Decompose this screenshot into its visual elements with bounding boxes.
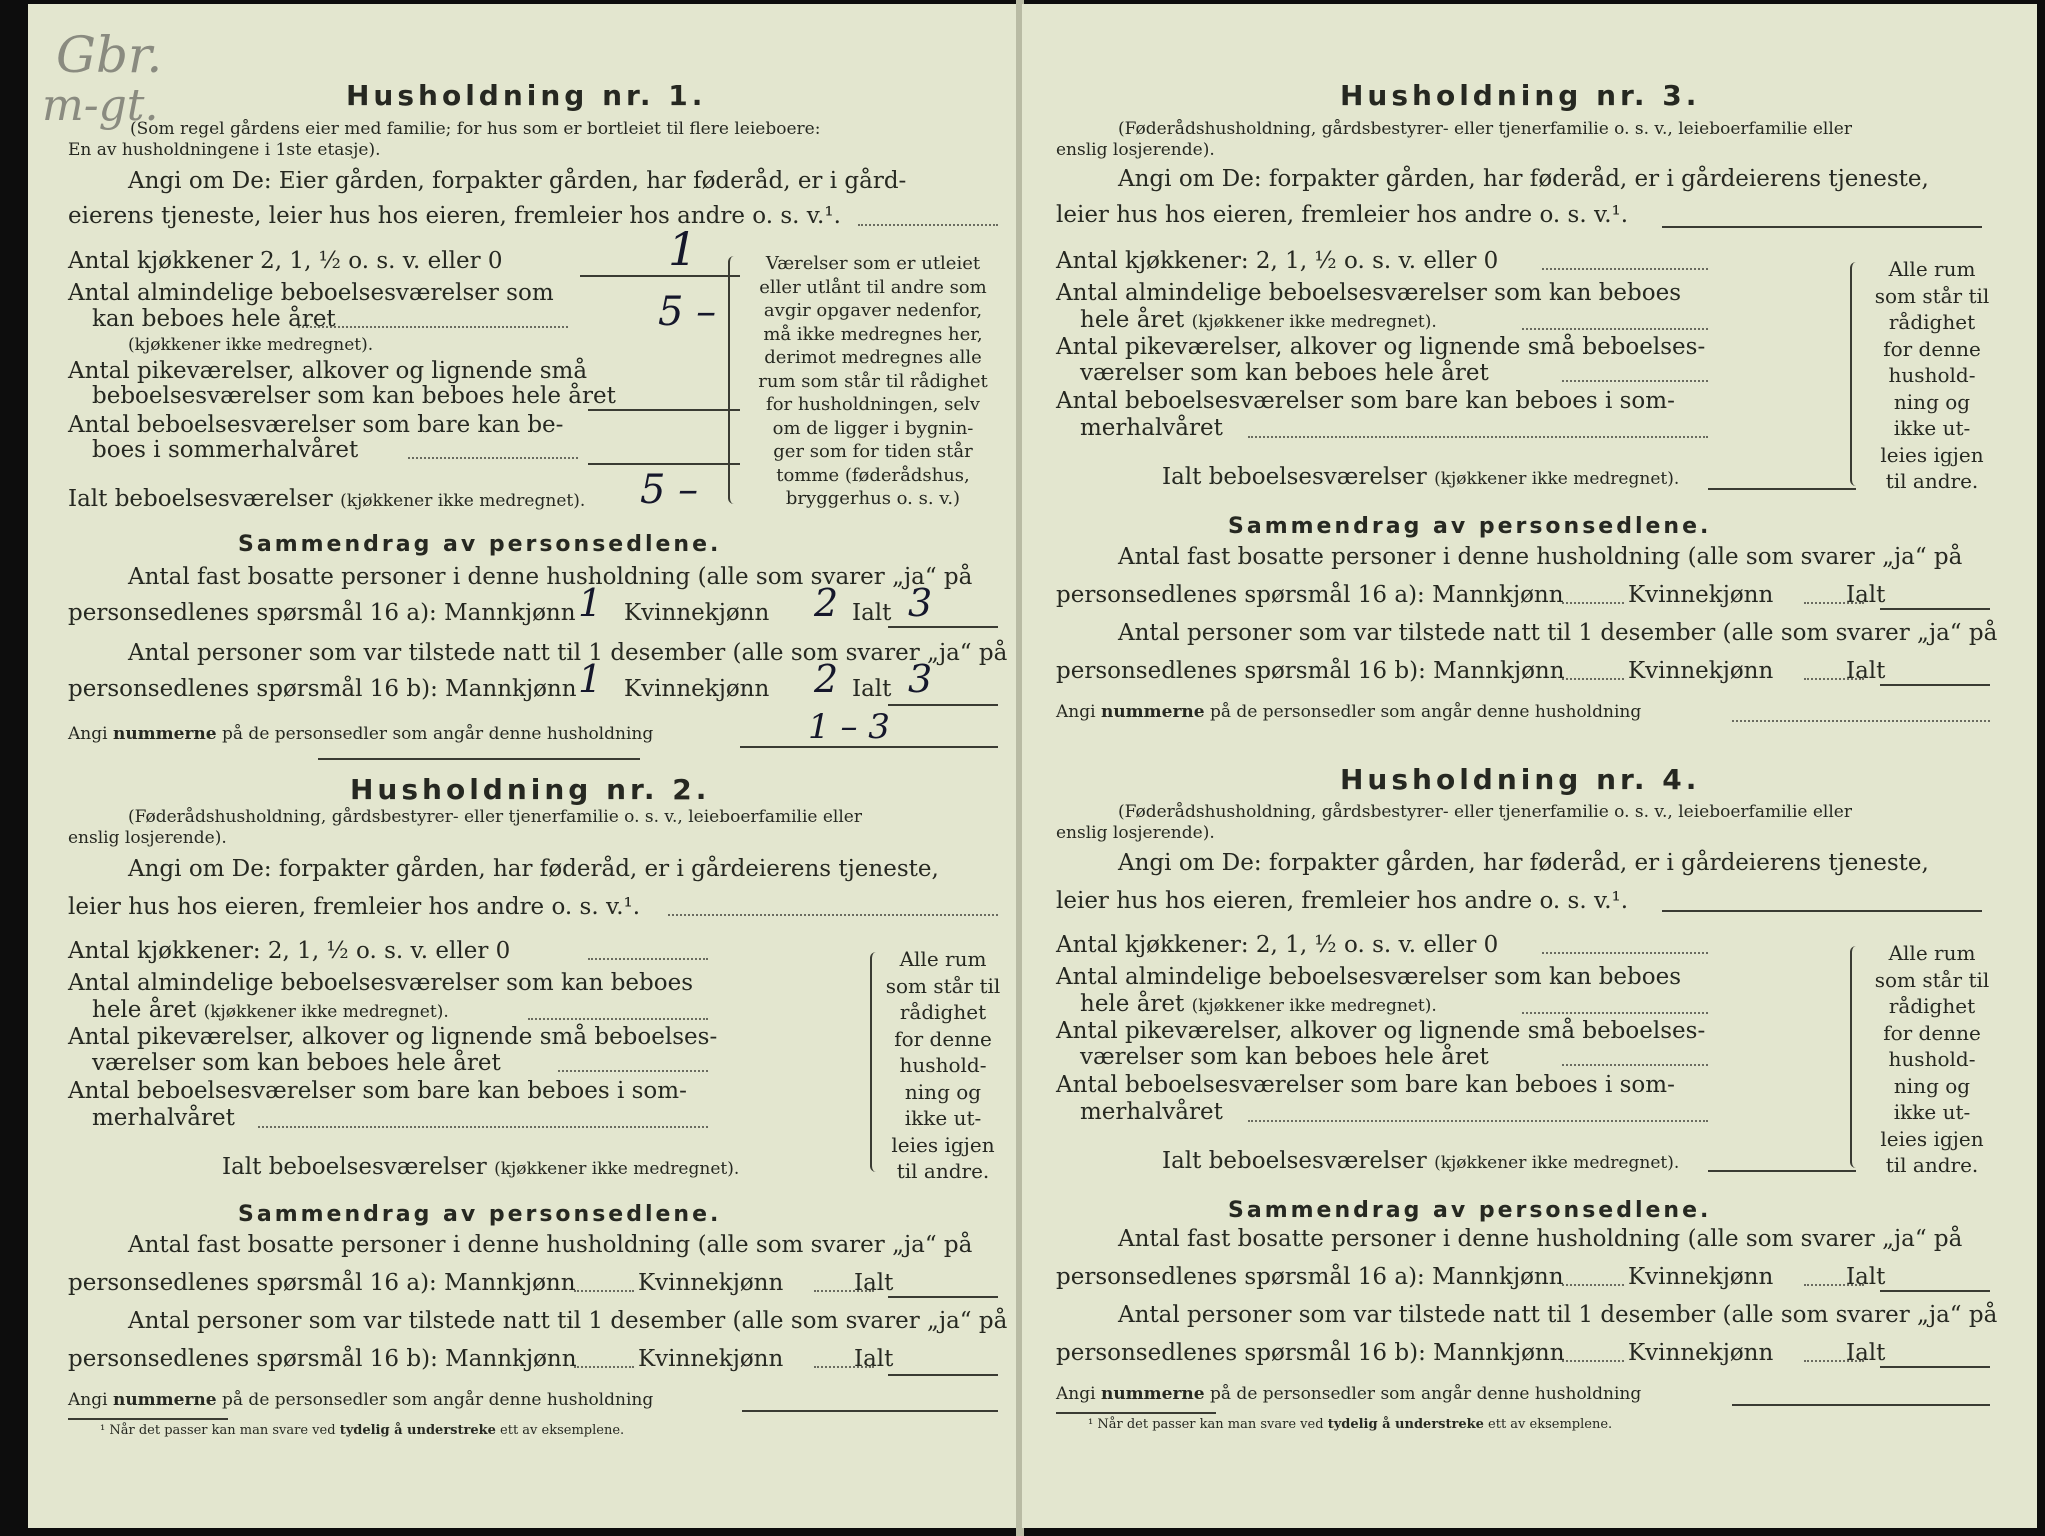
side-note-line: Alle rum [899,947,987,971]
m16a-answer: 1 [578,581,603,625]
alm-answer: 5 – [658,289,717,335]
alm-text: hele året [92,997,197,1023]
kjokken-label: Antal kjøkkener: 2, 1, ½ o. s. v. eller 0 [68,938,511,964]
nummerne-post: på de personsedler som angår denne husholdning [1210,1384,1642,1404]
ialt-text: Ialt beboelsesværelser [222,1154,487,1180]
household-1-note: En av husholdningene i 1ste etasje). [68,140,381,160]
side-note-line: om de ligger i bygnin- [772,417,974,439]
ialt-answer: 5 – [640,467,699,513]
side-note-brace [1850,946,1862,1168]
side-note-line: ikke ut- [1893,1100,1971,1124]
alm-text: hele året [1080,307,1185,333]
household-4-note: enslig losjerende). [1056,823,1215,843]
kvinne-label: Kvinnekjønn [638,1346,784,1372]
k16b-answer: 2 [814,657,839,701]
i16a-answer: 3 [908,581,933,625]
side-note-line: ning og [1893,389,1971,414]
nummerne-bold: nummerne [1100,1384,1205,1404]
household-4-note: (Føderådshusholdning, gårdsbestyrer- eller tjenerfamilie o. s. v., leieboerfamilie eller [1118,802,1852,822]
summary-line: Antal fast bosatte personer i denne husholdning (alle som svarer „ja“ på [1118,1226,1963,1252]
nummerne-answer: 1 – 3 [808,707,890,747]
i16b-answer: 3 [908,657,933,701]
kjokken-fill-line [1542,946,1708,954]
side-note [738,252,1008,511]
alm-note: (kjøkkener ikke medregnet). [1191,996,1437,1016]
ialt-label [1162,466,1679,489]
ialt-label [1162,1150,1679,1173]
sommer-fill-line [258,1120,708,1128]
side-note-line: rum som står til rådighet [758,370,988,392]
ialt-text: Ialt beboelsesværelser [1162,464,1427,490]
alm-label [1080,993,1437,1016]
side-note-line: ning og [904,1079,982,1104]
footnote-mark: ¹ [1088,1417,1094,1432]
pike-label: Antal pikeværelser, alkover og lignende små beboelses- [68,1024,718,1050]
angi-answer-line [1662,226,1982,228]
ialt-short-label: Ialt [1846,582,1886,608]
k16a-answer: 2 [814,581,839,625]
right-page [1022,4,2037,1528]
pike-label: Antal pikeværelser, alkover og lignende små beboelses- [1056,1018,1706,1044]
side-note-line: eller utlånt til andre som [759,276,987,298]
sammendrag-title: Sammendrag av personsedlene. [1228,1198,1712,1223]
nummerne-answer-line [1732,1404,1990,1406]
nummerne-pre: Angi [68,724,108,744]
footnote-bold: tydelig å understreke [1327,1417,1484,1432]
side-note-line: Alle rum [1888,941,1976,965]
ialt-short-label: Ialt [852,600,892,626]
side-note-line: rådighet [899,1000,987,1024]
pike-label: beboelsesværelser som kan beboes hele året [92,383,616,409]
household-2-note: enslig losjerende). [68,828,227,848]
kjokken-fill-line [1542,262,1708,270]
pike-label: Antal pikeværelser, alkover og lignende små [68,358,588,384]
alm-note: (kjøkkener ikke medregnet). [1191,312,1437,332]
mannkjonn-fill-line [1562,1278,1624,1286]
nummerne-bold: nummerne [1100,702,1205,722]
ialt-short-label: Ialt [852,676,892,702]
footnote-divider [68,1418,228,1420]
alm-label [1080,309,1437,332]
side-note-line: til andre. [1885,1153,1979,1177]
alm-label: kan beboes hele året [92,306,336,332]
sommer-label: merhalvåret [1080,415,1223,441]
ialt-note: (kjøkkener ikke medregnet). [494,1159,740,1179]
footnote-text: Når det passer kan man svare ved [109,1423,336,1438]
nummerne-post: på de personsedler som angår denne husholdning [222,724,654,744]
alm-label [92,999,449,1022]
kvinne-label: Kvinnekjønn [1628,658,1774,684]
mannkjonn-fill-line [1562,596,1624,604]
alm-label: Antal almindelige beboelsesværelser som [68,280,554,306]
side-note-line: må ikke medregnes her, [763,323,983,345]
kjokken-label: Antal kjøkkener 2, 1, ½ o. s. v. eller 0 [68,248,503,274]
pike-label: værelser som kan beboes hele året [92,1050,501,1076]
side-note-line: rådighet [1888,994,1976,1018]
kjokken-answer-line [580,275,740,277]
summary-line: personsedlenes spørsmål 16 b): Mannkjønn [68,676,577,702]
nummerne-answer-line [742,1410,998,1412]
pike-fill-line [558,1064,708,1072]
alm-fill-line [1522,1006,1708,1014]
summary-line: personsedlenes spørsmål 16 a): Mannkjønn [68,1270,576,1296]
side-note-line: leies igjen [1880,442,1984,467]
alm-label: Antal almindelige beboelsesværelser som kan beboes [1056,280,1682,306]
household-4-angi: leier hus hos eieren, fremleier hos andre o. s. v.¹. [1056,888,1629,914]
household-2-angi: leier hus hos eieren, fremleier hos andre o. s. v.¹. [68,894,641,920]
household-3-title: Husholdning nr. 3. [1340,79,1701,112]
alm-fill-line [528,1012,708,1020]
summary-line: personsedlenes spørsmål 16 a): Mannkjønn [1056,582,1564,608]
pike-label: Antal pikeværelser, alkover og lignende små beboelses- [1056,334,1706,360]
side-note-line: tomme (føderådshus, [776,464,970,486]
nummerne-line [68,726,653,743]
kjokken-label: Antal kjøkkener: 2, 1, ½ o. s. v. eller 0 [1056,932,1499,958]
pencil-annotation: Gbr. [56,26,163,84]
footnote [1088,1418,1612,1431]
mannkjonn-fill-line [574,1284,634,1292]
summary-line: Antal personer som var tilstede natt til 1 desember (alle som svarer „ja“ på [1118,620,1998,646]
section-divider [318,758,640,760]
kvinne-label: Kvinnekjønn [1628,1340,1774,1366]
footnote-text: Når det passer kan man svare ved [1097,1417,1324,1432]
footnote-text: ett av eksemplene. [1488,1417,1613,1432]
pike-fill-line [1562,374,1708,382]
household-3-note: enslig losjerende). [1056,140,1215,160]
kvinne-label: Kvinnekjønn [624,676,770,702]
ialt-note: (kjøkkener ikke medregnet). [1434,469,1680,489]
side-note-line: Værelser som er utleiet [765,253,981,274]
kvinne-label: Kvinnekjønn [1628,582,1774,608]
ialt-answer-line [1708,1170,1856,1172]
side-note-line: for denne [894,1026,992,1051]
sommer-label: Antal beboelsesværelser som bare kan beboes i som- [1056,388,1675,414]
nummerne-pre: Angi [1056,702,1096,722]
household-2-angi: Angi om De: forpakter gården, har føderåd, er i gårdeierens tjeneste, [128,856,939,882]
alm-note: (kjøkkener ikke medregnet). [203,1002,449,1022]
ialt-short-label: Ialt [854,1346,894,1372]
angi-fill-line [858,218,998,226]
household-1-angi: Angi om De: Eier gården, forpakter gården, har føderåd, er i gård- [128,168,907,194]
nummerne-pre: Angi [68,1390,108,1410]
angi-answer-line [1662,910,1982,912]
sammendrag-title: Sammendrag av personsedlene. [238,1202,722,1227]
side-note [878,946,1008,1185]
summary-line [68,602,576,625]
side-note-line: derimot medregnes alle [764,347,982,368]
pike-answer-line [588,409,740,411]
footnote-text: ett av eksemplene. [500,1423,625,1438]
footnote-mark: ¹ [100,1423,106,1438]
summary-line: personsedlenes spørsmål 16 a): Mannkjønn [1056,1264,1564,1290]
side-note-line: bryggerhus o. s. v.) [785,488,961,509]
ialt-short-label: Ialt [1846,1340,1886,1366]
ialt-text: Ialt beboelsesværelser [1162,1148,1427,1174]
nummerne-bold: nummerne [112,724,217,744]
side-note-line: ikke ut- [904,1106,982,1130]
side-note-line: Alle rum [1888,257,1976,281]
side-note-line: for denne [1883,1020,1981,1045]
pike-label: værelser som kan beboes hele året [1080,360,1489,386]
mannkjonn-fill-line [574,1360,634,1368]
summary-line: personsedlenes spørsmål 16 b): Mannkjønn [68,1346,577,1372]
ialt-answer-line [888,704,998,706]
kvinne-label: Kvinnekjønn [1628,1264,1774,1290]
ialt-answer-line [1880,1366,1990,1368]
ialt-answer-line [888,1296,998,1298]
side-note-line: avgir opgaver nedenfor, [763,300,983,321]
kvinne-label: Kvinnekjønn [624,600,770,626]
ialt-short-label: Ialt [1846,1264,1886,1290]
side-note-line: rådighet [1888,310,1976,334]
alm-label: Antal almindelige beboelsesværelser som kan beboes [1056,964,1682,990]
side-note-line: som står til [1874,967,1990,992]
angi-fill-line [668,908,998,916]
footnote-bold: tydelig å understreke [339,1423,496,1438]
sammendrag-title: Sammendrag av personsedlene. [1228,514,1712,539]
ialt-short-label: Ialt [1846,658,1886,684]
ialt-answer-line [1880,684,1990,686]
summary-line: Antal personer som var tilstede natt til 1 desember (alle som svarer „ja“ på [1118,1302,1998,1328]
nummerne-fill-line [1732,714,1990,722]
summary-line: Antal personer som var tilstede natt til 1 desember (alle som svarer „ja“ på [128,1308,1008,1334]
side-note-line: leies igjen [1880,1126,1984,1151]
side-note-line: hushold- [899,1053,987,1077]
ialt-short-label: Ialt [854,1270,894,1296]
nummerne-post: på de personsedler som angår denne husholdning [1210,702,1642,722]
side-note-line: for husholdningen, selv [766,394,980,415]
nummerne-pre: Angi [1056,1384,1096,1404]
m16b-answer: 1 [578,657,603,701]
left-page [28,4,1018,1528]
summary-line: Antal fast bosatte personer i denne husholdning (alle som svarer „ja“ på [128,564,973,590]
side-note-line: ikke ut- [1893,416,1971,440]
household-1-note: (Som regel gårdens eier med familie; for hus som er bortleiet til flere leieboere: [130,119,821,139]
nummerne-line [1056,1386,1641,1403]
sammendrag-title: Sammendrag av personsedlene. [238,532,722,557]
side-note-line: som står til [885,973,1001,998]
mannkjonn-fill-line [1562,672,1624,680]
household-4-title: Husholdning nr. 4. [1340,763,1701,796]
household-1-title: Husholdning nr. 1. [346,79,707,112]
summary-text: personsedlenes spørsmål 16 a): Mannkjønn [68,600,576,626]
ialt-note: (kjøkkener ikke medregnet). [1434,1153,1680,1173]
side-note-line: hushold- [1888,1047,1976,1071]
side-note [1862,256,2002,495]
sommer-answer-line [588,463,740,465]
sommer-label: merhalvåret [1080,1099,1223,1125]
alm-note: (kjøkkener ikke medregnet). [128,335,374,355]
sommer-label: Antal beboelsesværelser som bare kan beboes i som- [1056,1072,1675,1098]
ialt-text: Ialt beboelsesværelser [68,486,333,512]
footnote-divider [1056,1412,1216,1414]
side-note-line: til andre. [1885,469,1979,493]
household-3-angi: Angi om De: forpakter gården, har føderåd, er i gårdeierens tjeneste, [1118,166,1929,192]
summary-line: personsedlenes spørsmål 16 b): Mannkjønn [1056,1340,1565,1366]
ialt-answer-line [888,1374,998,1376]
sommer-label: merhalvåret [92,1105,235,1131]
household-3-angi: leier hus hos eieren, fremleier hos andre o. s. v.¹. [1056,202,1629,228]
side-note-line: for denne [1883,336,1981,361]
ialt-answer-line [1880,608,1990,610]
sommer-label: Antal beboelsesværelser som bare kan beboes i som- [68,1078,687,1104]
side-note-line: leies igjen [891,1132,995,1157]
household-1-angi: eierens tjeneste, leier hus hos eieren, fremleier hos andre o. s. v.¹. [68,203,841,229]
side-note-line: til andre. [896,1159,990,1183]
alm-text: hele året [1080,991,1185,1017]
household-2-title: Husholdning nr. 2. [350,773,711,806]
mannkjonn-fill-line [1562,1354,1624,1362]
side-note [1862,940,2002,1179]
ialt-answer-line [1708,488,1856,490]
side-note-line: ger som for tiden står [773,441,973,462]
alm-label: Antal almindelige beboelsesværelser som kan beboes [68,970,694,996]
kvinne-label: Kvinnekjønn [638,1270,784,1296]
ialt-note: (kjøkkener ikke medregnet). [340,491,586,511]
side-note-line: hushold- [1888,363,1976,387]
nummerne-bold: nummerne [112,1390,217,1410]
pencil-annotation: m-gt. [42,80,159,131]
kjokken-answer: 1 [668,222,698,276]
summary-line: Antal fast bosatte personer i denne husholdning (alle som svarer „ja“ på [128,1232,973,1258]
household-2-note: (Føderådshusholdning, gårdsbestyrer- eller tjenerfamilie o. s. v., leieboerfamilie eller [128,807,862,827]
side-note-brace [1850,262,1862,486]
side-note-line: som står til [1874,283,1990,308]
footnote [100,1424,624,1437]
kjokken-label: Antal kjøkkener: 2, 1, ½ o. s. v. eller 0 [1056,248,1499,274]
sommer-fill-line [1248,430,1708,438]
nummerne-line [1056,704,1641,721]
sommer-label: Antal beboelsesværelser som bare kan be- [68,412,564,438]
ialt-label [222,1156,739,1179]
pike-fill-line [1562,1058,1708,1066]
nummerne-post: på de personsedler som angår denne husholdning [222,1390,654,1410]
ialt-answer-line [888,626,998,628]
sommer-label: boes i sommerhalvåret [92,437,359,463]
ialt-label [68,488,585,511]
household-4-angi: Angi om De: forpakter gården, har føderåd, er i gårdeierens tjeneste, [1118,850,1929,876]
nummerne-line [68,1392,653,1409]
sommer-fill-line [408,451,578,459]
pike-label: værelser som kan beboes hele året [1080,1044,1489,1070]
alm-fill-line [1522,322,1708,330]
summary-line: Antal fast bosatte personer i denne husholdning (alle som svarer „ja“ på [1118,544,1963,570]
side-note-line: ning og [1893,1073,1971,1098]
alm-fill-line [298,320,568,328]
sommer-fill-line [1248,1114,1708,1122]
summary-line: personsedlenes spørsmål 16 b): Mannkjønn [1056,658,1565,684]
ialt-answer-line [1880,1290,1990,1292]
summary-line: Antal personer som var tilstede natt til 1 desember (alle som svarer „ja“ på [128,640,1008,666]
kjokken-fill-line [588,952,708,960]
household-3-note: (Føderådshusholdning, gårdsbestyrer- eller tjenerfamilie o. s. v., leieboerfamilie eller [1118,119,1852,139]
